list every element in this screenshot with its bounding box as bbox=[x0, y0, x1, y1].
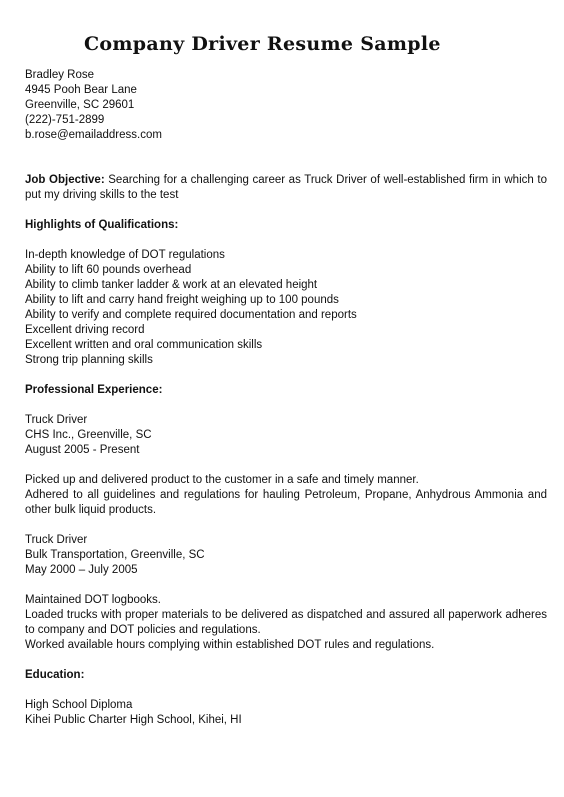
page-title: Company Driver Resume Sample bbox=[84, 33, 441, 55]
list-item: Strong trip planning skills bbox=[25, 354, 153, 366]
qualifications-list bbox=[25, 248, 547, 368]
contact-address: 4945 Pooh Bear Lane bbox=[25, 84, 137, 96]
list-item: Ability to lift 60 pounds overhead bbox=[25, 264, 192, 276]
objective-label: Job Objective: bbox=[25, 174, 105, 186]
job-entry bbox=[25, 533, 547, 653]
resume-body bbox=[25, 68, 547, 728]
job-duty: Maintained DOT logbooks. bbox=[25, 594, 161, 606]
contact-city: Greenville, SC 29601 bbox=[25, 99, 135, 111]
contact-block bbox=[25, 68, 547, 143]
contact-name: Bradley Rose bbox=[25, 69, 95, 81]
job-objective bbox=[25, 173, 547, 203]
job-entry bbox=[25, 413, 547, 518]
job-title: Truck Driver bbox=[25, 414, 88, 426]
contact-email: b.rose@emailaddress.com bbox=[25, 129, 162, 141]
list-item: Excellent driving record bbox=[25, 324, 145, 336]
job-duty: Picked up and delivered product to the customer in a safe and timely manner. bbox=[25, 474, 419, 486]
contact-phone: (222)-751-2899 bbox=[25, 114, 105, 126]
job-title: Truck Driver bbox=[25, 534, 88, 546]
list-item: In-depth knowledge of DOT regulations bbox=[25, 249, 225, 261]
job-duty: Worked available hours complying within established DOT rules and regulations. bbox=[25, 639, 435, 651]
list-item: Ability to lift and carry hand freight weighing up to 100 pounds bbox=[25, 294, 339, 306]
job-duty: Adhered to all guidelines and regulations for hauling Petroleum, Propane, Anhydrous Ammonia and other bulk liquid products. bbox=[25, 489, 547, 516]
education-school: Kihei Public Charter High School, Kihei, HI bbox=[25, 714, 242, 726]
list-item: Ability to climb tanker ladder & work at an elevated height bbox=[25, 279, 318, 291]
list-item: Excellent written and oral communication skills bbox=[25, 339, 263, 351]
experience-heading: Professional Experience: bbox=[25, 384, 163, 396]
job-company: CHS Inc., Greenville, SC bbox=[25, 429, 152, 441]
qualifications-heading: Highlights of Qualifications: bbox=[25, 219, 179, 231]
job-duty: Loaded trucks with proper materials to be delivered as dispatched and assured all paperwork adheres to company and DOT policies and regulations. bbox=[25, 609, 547, 636]
job-company: Bulk Transportation, Greenville, SC bbox=[25, 549, 205, 561]
education-heading: Education: bbox=[25, 669, 85, 681]
objective-text: Searching for a challenging career as Truck Driver of well-established firm in which to put my driving skills to the test bbox=[25, 174, 547, 201]
list-item: Ability to verify and complete required documentation and reports bbox=[25, 309, 357, 321]
job-dates: May 2000 – July 2005 bbox=[25, 564, 138, 576]
education-degree: High School Diploma bbox=[25, 699, 133, 711]
job-dates: August 2005 - Present bbox=[25, 444, 140, 456]
